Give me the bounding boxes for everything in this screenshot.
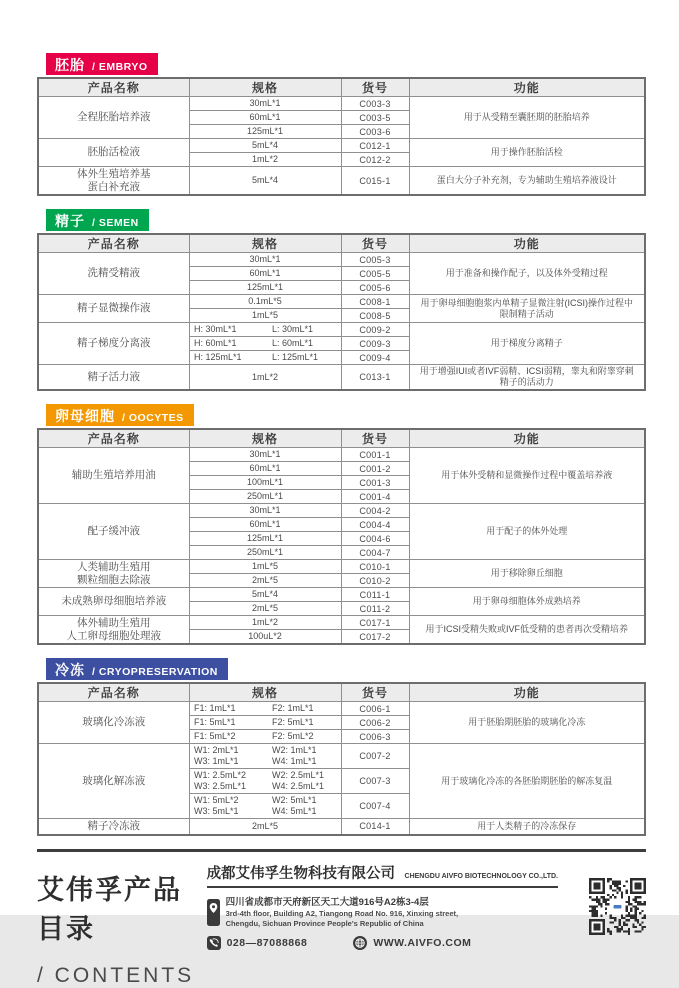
page-footer [37, 849, 646, 988]
function-cell: 用于卵母细胞体外成熟培养 [409, 588, 645, 616]
function-cell: 蛋白大分子补充剂，专为辅助生殖培养液设计 [409, 167, 645, 196]
spec-value: 2mL*5 [251, 820, 278, 831]
spec-value: H: 125mL*1 [194, 352, 242, 362]
spec-value: 60mL*1 [249, 519, 281, 529]
globe-icon [353, 936, 367, 950]
section-title-en: / EMBRYO [92, 61, 148, 73]
function-cell: 用于增强IUI或者IVF弱精、ICSI弱精，睾丸和附睾穿刺精子的活动力 [409, 365, 645, 391]
column-header: 货号 [341, 683, 409, 702]
spec-value: W3: 5mL*1 [194, 806, 239, 816]
function-cell: 用于卵母细胞胞浆内单精子显微注射(ICSI)操作过程中限制精子活动 [409, 295, 645, 323]
spec-value: W4: 5mL*1 [272, 806, 317, 816]
section-title-zh: 卵母细胞 [55, 408, 115, 424]
spec-value: 30mL*1 [249, 98, 281, 108]
spec-value: F2: 5mL*1 [272, 717, 314, 727]
address-line-zh: 四川省成都市天府新区天工大道916号A2栋3-4层 [225, 896, 429, 908]
spec-cell [189, 323, 341, 337]
spec-value: 1mL*5 [251, 561, 278, 571]
table-row [38, 560, 645, 574]
product-name-cell: 玻璃化冷冻液 [38, 702, 189, 744]
column-header: 产品名称 [38, 78, 189, 97]
spec-value: 5mL*4 [251, 140, 278, 150]
product-name-cell: 胚胎活检液 [38, 139, 189, 167]
section-title-en: / CRYOPRESERVATION [92, 666, 218, 678]
spec-cell [189, 574, 341, 588]
spec-cell [189, 337, 341, 351]
catalog-number-cell: C004-7 [341, 546, 409, 560]
spec-value: W4: 2.5mL*1 [272, 781, 325, 791]
catalog-number-cell: C001-4 [341, 490, 409, 504]
column-header: 货号 [341, 78, 409, 97]
catalog-number-cell: C007-2 [341, 744, 409, 769]
spec-value: W4: 1mL*1 [272, 756, 317, 766]
function-cell: 用于移除卵丘细胞 [409, 560, 645, 588]
table-row [38, 819, 645, 835]
spec-value: W2: 5mL*1 [272, 795, 317, 805]
spec-cell [189, 281, 341, 295]
catalog-number-cell: C007-3 [341, 769, 409, 794]
section-embryo [37, 53, 646, 196]
function-cell: 用于玻璃化冷冻的各胚胎期胚胎的解冻复温 [409, 744, 645, 819]
catalog-number-cell: C014-1 [341, 819, 409, 835]
address-text [226, 896, 459, 930]
spec-cell [189, 730, 341, 744]
company-name-en: CHENGDU AIVFO BIOTECHNOLOGY CO.,LTD. [404, 872, 558, 880]
function-cell: 用于准备和操作配子，以及体外受精过程 [409, 253, 645, 295]
spec-cell [189, 448, 341, 462]
section-semen [37, 209, 646, 391]
spec-value: 2mL*5 [251, 603, 278, 613]
catalog-number-cell: C003-6 [341, 125, 409, 139]
spec-value: 250mL*1 [246, 491, 284, 501]
table-row [38, 616, 645, 630]
spec-cell [189, 588, 341, 602]
spec-cell [189, 111, 341, 125]
spec-value: 125mL*1 [246, 126, 284, 136]
spec-value: 60mL*1 [249, 268, 281, 278]
section-title-zh: 胚胎 [55, 57, 85, 73]
catalog-number-cell: C003-5 [341, 111, 409, 125]
spec-cell [189, 819, 341, 835]
catalog-number-cell: C006-2 [341, 716, 409, 730]
spec-cell [189, 253, 341, 267]
section-header-semen [46, 209, 149, 231]
column-header: 规格 [189, 683, 341, 702]
spec-cell [189, 630, 341, 645]
product-sections [37, 53, 646, 836]
catalog-number-cell: C005-5 [341, 267, 409, 281]
catalog-number-cell: C017-2 [341, 630, 409, 645]
column-header: 产品名称 [38, 234, 189, 253]
catalog-number-cell: C015-1 [341, 167, 409, 196]
spec-cell [189, 490, 341, 504]
section-header-cryo [46, 658, 228, 680]
spec-cell [189, 702, 341, 716]
spec-value: F2: 1mL*1 [272, 703, 314, 713]
catalog-number-cell: C001-2 [341, 462, 409, 476]
table-row [38, 295, 645, 309]
column-header: 货号 [341, 429, 409, 448]
function-cell: 用于体外受精和显微操作过程中覆盖培养液 [409, 448, 645, 504]
product-name-cell: 精子活力液 [38, 365, 189, 391]
spec-value: 100uL*2 [248, 631, 282, 641]
column-header: 规格 [189, 429, 341, 448]
address-line-en2: Chengdu, Sichuan Province People's Republic of China [225, 919, 424, 928]
spec-cell [189, 351, 341, 365]
table-row [38, 588, 645, 602]
address-block [207, 896, 558, 930]
address-line-en1: 3rd-4th floor, Building A2, Tiangong Road No. 916, Xinxing street, [225, 908, 459, 918]
spec-cell [189, 153, 341, 167]
table-row [38, 139, 645, 153]
spec-value: 100mL*1 [246, 477, 284, 487]
spec-value: 0.1mL*5 [248, 296, 282, 306]
spec-value: W1: 2.5mL*2 [194, 770, 247, 780]
product-name-cell: 配子缓冲液 [38, 504, 189, 560]
spec-cell [189, 546, 341, 560]
section-header-oocytes [46, 404, 194, 426]
catalog-number-cell: C008-1 [341, 295, 409, 309]
table-row [38, 167, 645, 196]
catalog-number-cell: C004-6 [341, 532, 409, 546]
product-table-oocytes [37, 428, 646, 645]
product-name-cell: 精子显微操作液 [38, 295, 189, 323]
column-header: 功能 [409, 683, 645, 702]
product-name-cell: 体外辅助生殖用 人工卵母细胞处理液 [38, 616, 189, 645]
column-header: 功能 [409, 78, 645, 97]
spec-value: F1: 5mL*1 [194, 717, 236, 727]
function-cell: 用于从受精至囊胚期的胚胎培养 [409, 97, 645, 139]
spec-value: 1mL*2 [251, 617, 278, 627]
spec-cell [189, 365, 341, 391]
spec-cell [189, 744, 341, 769]
spec-value: L: 125mL*1 [272, 352, 319, 362]
catalog-number-cell: C011-2 [341, 602, 409, 616]
section-oocytes [37, 404, 646, 645]
product-name-cell: 洗精受精液 [38, 253, 189, 295]
catalog-number-cell: C010-2 [341, 574, 409, 588]
product-table-embryo [37, 77, 646, 196]
catalog-number-cell: C001-3 [341, 476, 409, 490]
spec-value: 1mL*5 [251, 310, 278, 320]
section-title-en: / SEMEN [92, 217, 139, 229]
column-header: 功能 [409, 234, 645, 253]
function-cell: 用于ICSI受精失败或IVF低受精的患者再次受精培养 [409, 616, 645, 645]
table-row [38, 323, 645, 337]
catalog-number-cell: C012-2 [341, 153, 409, 167]
function-cell: 用于胚胎期胚胎的玻璃化冷冻 [409, 702, 645, 744]
function-cell: 用于人类精子的冷冻保存 [409, 819, 645, 835]
spec-cell [189, 518, 341, 532]
section-title-en: / OOCYTES [122, 412, 184, 424]
table-row [38, 504, 645, 518]
product-name-cell: 精子梯度分离液 [38, 323, 189, 365]
contact-row [207, 936, 558, 950]
spec-cell [189, 532, 341, 546]
footer-company-block [207, 862, 646, 988]
spec-value: L: 30mL*1 [272, 324, 314, 334]
product-name-cell: 全程胚胎培养液 [38, 97, 189, 139]
column-header: 货号 [341, 234, 409, 253]
footer-title-block [37, 862, 207, 988]
spec-cell [189, 476, 341, 490]
column-header: 功能 [409, 429, 645, 448]
column-header: 产品名称 [38, 683, 189, 702]
function-cell: 用于操作胚胎活检 [409, 139, 645, 167]
column-header: 产品名称 [38, 429, 189, 448]
catalog-number-cell: C007-4 [341, 794, 409, 819]
section-title-zh: 精子 [55, 213, 85, 229]
spec-cell [189, 167, 341, 196]
spec-value: H: 60mL*1 [194, 338, 237, 348]
product-name-cell: 玻璃化解冻液 [38, 744, 189, 819]
product-name-cell: 人类辅助生殖用 颗粒细胞去除液 [38, 560, 189, 588]
spec-value: W3: 1mL*1 [194, 756, 239, 766]
table-row [38, 97, 645, 111]
phone-number: 028—87088868 [226, 936, 308, 949]
spec-cell [189, 560, 341, 574]
catalog-number-cell: C009-2 [341, 323, 409, 337]
catalog-number-cell: C009-4 [341, 351, 409, 365]
spec-value: W3: 2.5mL*1 [194, 781, 247, 791]
catalog-number-cell: C006-1 [341, 702, 409, 716]
website: WWW.AIVFO.COM [373, 936, 472, 949]
spec-cell [189, 139, 341, 153]
product-table-cryo [37, 682, 646, 836]
spec-cell [189, 504, 341, 518]
phone-icon [207, 936, 221, 950]
catalog-number-cell: C012-1 [341, 139, 409, 153]
spec-value: 30mL*1 [249, 254, 281, 264]
spec-cell [189, 309, 341, 323]
catalog-number-cell: C004-4 [341, 518, 409, 532]
spec-value: L: 60mL*1 [272, 338, 314, 348]
column-header: 规格 [189, 78, 341, 97]
catalog-number-cell: C008-5 [341, 309, 409, 323]
spec-value: F2: 5mL*2 [272, 731, 314, 741]
spec-cell [189, 295, 341, 309]
company-name-zh: 成都艾伟孚生物科技有限公司 [206, 865, 396, 882]
spec-cell [189, 267, 341, 281]
qr-code [589, 878, 646, 935]
catalog-number-cell: C009-3 [341, 337, 409, 351]
catalog-number-cell: C013-1 [341, 365, 409, 391]
table-row [38, 702, 645, 716]
catalog-number-cell: C003-3 [341, 97, 409, 111]
section-title-zh: 冷冻 [55, 662, 85, 678]
product-name-cell: 精子冷冻液 [38, 819, 189, 835]
spec-value: W1: 5mL*2 [194, 795, 239, 805]
spec-value: 1mL*2 [251, 371, 278, 382]
spec-value: W2: 2.5mL*1 [272, 770, 325, 780]
spec-cell [189, 616, 341, 630]
catalog-number-cell: C017-1 [341, 616, 409, 630]
spec-value: W2: 1mL*1 [272, 745, 317, 755]
location-pin-icon [207, 896, 220, 930]
catalog-number-cell: C006-3 [341, 730, 409, 744]
spec-value: W1: 2mL*1 [194, 745, 239, 755]
spec-cell [189, 125, 341, 139]
spec-cell [189, 97, 341, 111]
spec-value: F1: 1mL*1 [194, 703, 236, 713]
product-table-semen [37, 233, 646, 391]
table-row [38, 365, 645, 391]
spec-value: 30mL*1 [249, 505, 281, 515]
catalog-subtitle: / CONTENTS [37, 963, 195, 987]
table-row [38, 253, 645, 267]
spec-cell [189, 769, 341, 794]
spec-value: 250mL*1 [246, 547, 284, 557]
spec-value: 60mL*1 [249, 463, 281, 473]
product-name-cell: 辅助生殖培养用油 [38, 448, 189, 504]
spec-value: 125mL*1 [246, 533, 284, 543]
catalog-number-cell: C011-1 [341, 588, 409, 602]
catalog-number-cell: C005-6 [341, 281, 409, 295]
section-header-embryo [46, 53, 158, 75]
spec-value: 5mL*4 [251, 175, 278, 185]
spec-value: 5mL*4 [251, 589, 278, 599]
spec-value: 1mL*2 [251, 154, 278, 164]
product-name-cell: 体外生殖培养基 蛋白补充液 [38, 167, 189, 196]
catalog-number-cell: C010-1 [341, 560, 409, 574]
product-name-cell: 未成熟卵母细胞培养液 [38, 588, 189, 616]
function-cell: 用于梯度分离精子 [409, 323, 645, 365]
catalog-number-cell: C005-3 [341, 253, 409, 267]
spec-value: 60mL*1 [249, 112, 281, 122]
spec-value: 2mL*5 [251, 575, 278, 585]
catalog-number-cell: C004-2 [341, 504, 409, 518]
section-cryo [37, 658, 646, 836]
spec-cell [189, 794, 341, 819]
catalog-title: 艾伟孚产品目录 [37, 874, 182, 944]
column-header: 规格 [189, 234, 341, 253]
catalog-number-cell: C001-1 [341, 448, 409, 462]
spec-cell [189, 462, 341, 476]
spec-value: 125mL*1 [246, 282, 284, 292]
spec-value: F1: 5mL*2 [194, 731, 236, 741]
function-cell: 用于配子的体外处理 [409, 504, 645, 560]
company-name [207, 862, 558, 888]
spec-value: 30mL*1 [249, 449, 281, 459]
table-row [38, 744, 645, 769]
spec-cell [189, 716, 341, 730]
spec-cell [189, 602, 341, 616]
spec-value: H: 30mL*1 [194, 324, 237, 334]
table-row [38, 448, 645, 462]
